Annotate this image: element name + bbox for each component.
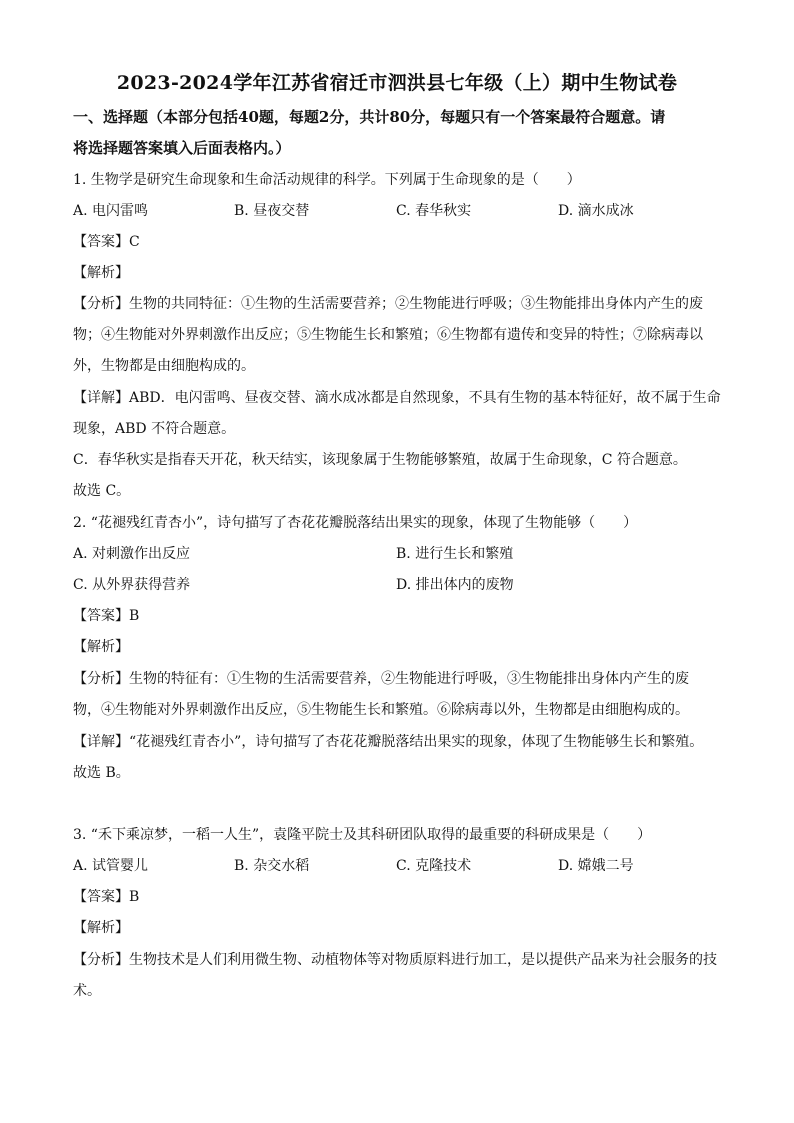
question-2-option-c: C. 从外界获得营养 xyxy=(73,577,191,593)
question-2-detail-line: 故选 B。 xyxy=(73,765,130,781)
question-1-analysis-label: 【解析】 xyxy=(73,265,129,281)
question-2-detail-line: 【详解】“花褪残红青杏小”，诗句描写了杏花花瓣脱落结出果实的现象，体现了生物能够生长和繁殖。 xyxy=(73,734,704,750)
question-1-option-b: B. 昼夜交替 xyxy=(234,203,310,219)
question-2-analysis-line: 物，④生物能对外界刺激作出反应，⑤生物能生长和繁殖。⑥除病毒以外，生物都是由细胞构成的。 xyxy=(73,702,689,718)
question-2-stem: 2. “花褪残红青杏小”，诗句描写了杏花花瓣脱落结出果实的现象，体现了生物能够（ ） xyxy=(73,515,638,531)
question-3-stem: 3. “禾下乘凉梦，一稻一人生”，袁隆平院士及其科研团队取得的最重要的科研成果是（ ） xyxy=(73,827,652,843)
question-2-option-b: B. 进行生长和繁殖 xyxy=(396,546,514,562)
question-3-analysis-line: 术。 xyxy=(73,983,101,999)
question-1-analysis-line: 物；④生物能对外界刺激作出反应；⑤生物能生长和繁殖；⑥生物都有遗传和变异的特性；⑦除病毒以 xyxy=(73,327,703,343)
question-1-option-d: D. 滴水成冰 xyxy=(558,203,634,219)
question-1-analysis-line: 【分析】生物的共同特征：①生物的生活需要营养；②生物能进行呼吸；③生物能排出身体内产生的废 xyxy=(73,296,703,312)
question-1-stem: 1. 生物学是研究生命现象和生命活动规律的科学。下列属于生命现象的是（ ） xyxy=(73,172,581,188)
question-3-option-d: D. 嫦娥二号 xyxy=(558,858,634,874)
section-heading-line-2: 将选择题答案填入后面表格内。） xyxy=(73,139,291,157)
question-3-option-c: C. 克隆技术 xyxy=(396,858,472,874)
question-3-option-a: A. 试管婴儿 xyxy=(73,858,149,874)
section-heading-line-1: 一、选择题（本部分包括40题，每题2分，共计80分，每题只有一个答案最符合题意。请 xyxy=(73,108,666,126)
question-1-option-a: A. 电闪雷鸣 xyxy=(73,203,149,219)
question-2-option-d: D. 排出体内的废物 xyxy=(396,577,514,593)
question-1-answer: 【答案】C xyxy=(73,234,140,250)
question-2-analysis-label: 【解析】 xyxy=(73,639,129,655)
question-1-option-c: C. 春华秋实 xyxy=(396,203,472,219)
question-3-analysis-line: 【分析】生物技术是人们利用微生物、动植物体等对物质原料进行加工，是以提供产品来为社会服务的技 xyxy=(73,952,717,968)
question-1-analysis-line: 外，生物都是由细胞构成的。 xyxy=(73,358,255,374)
question-2-answer: 【答案】B xyxy=(73,608,140,624)
question-3-option-b: B. 杂交水稻 xyxy=(234,858,310,874)
question-1-detail-line: C．春华秋实是指春天开花，秋天结实，该现象属于生物能够繁殖，故属于生命现象，C 符合题意。 xyxy=(73,452,687,468)
question-2-analysis-line: 【分析】生物的特征有：①生物的生活需要营养，②生物能进行呼吸，③生物能排出身体内产生的废 xyxy=(73,671,689,687)
question-1-detail-line: 现象，ABD 不符合题意。 xyxy=(73,421,236,437)
question-1-detail-line: 【详解】ABD．电闪雷鸣、昼夜交替、滴水成冰都是自然现象，不具有生物的基本特征好，故不属于生命 xyxy=(73,390,721,406)
page-title: 2023-2024学年江苏省宿迁市泗洪县七年级（上）期中生物试卷 xyxy=(116,72,678,94)
question-2-option-a: A. 对刺激作出反应 xyxy=(73,546,191,562)
question-1-detail-line: 故选 C。 xyxy=(73,483,131,499)
question-3-answer: 【答案】B xyxy=(73,889,140,905)
question-3-analysis-label: 【解析】 xyxy=(73,920,129,936)
